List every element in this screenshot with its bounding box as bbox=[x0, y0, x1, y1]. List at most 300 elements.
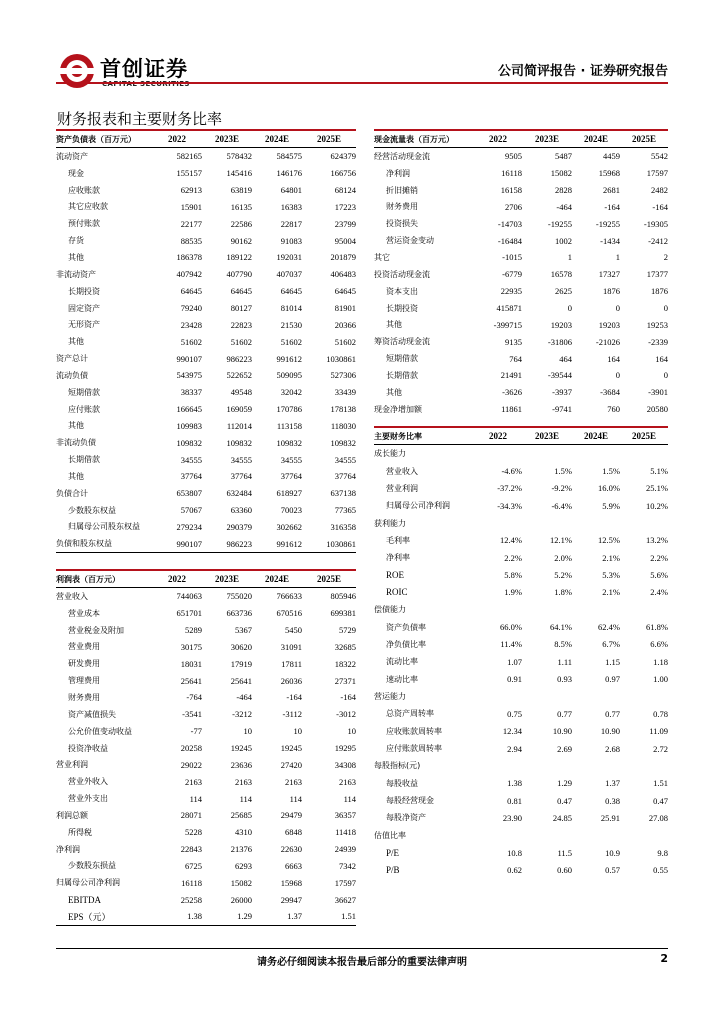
cell-value: 28071 bbox=[180, 810, 202, 821]
table-row bbox=[56, 300, 356, 317]
table-row bbox=[56, 723, 356, 740]
cell-value: 27.08 bbox=[648, 812, 668, 823]
table-row bbox=[56, 891, 356, 908]
table-row bbox=[56, 316, 356, 333]
table-row bbox=[374, 497, 668, 514]
cell-value: 27420 bbox=[280, 759, 302, 770]
cell-value: 0.47 bbox=[653, 795, 668, 806]
cell-value: -6.4% bbox=[551, 500, 572, 511]
row-label: 每股净资产 bbox=[386, 813, 426, 823]
cell-value: -3212 bbox=[232, 709, 252, 720]
cell-value: 407942 bbox=[176, 269, 202, 280]
cell-value: 10.90 bbox=[552, 726, 572, 737]
logo-text-en: CAPITAL SECURITIES bbox=[102, 80, 190, 88]
cell-value: 64.1% bbox=[550, 622, 572, 633]
cell-value: 25.91 bbox=[600, 812, 620, 823]
cell-value: -164 bbox=[652, 201, 668, 212]
cell-value: -399715 bbox=[493, 319, 522, 330]
table-row bbox=[374, 566, 668, 583]
cell-value: 302662 bbox=[276, 521, 302, 532]
cell-value: 114 bbox=[343, 793, 356, 804]
table-row bbox=[56, 519, 356, 536]
cell-value: 9505 bbox=[505, 151, 522, 162]
cell-value: 80127 bbox=[230, 303, 252, 314]
cell-value: 1.07 bbox=[507, 656, 522, 667]
table-row bbox=[374, 199, 668, 216]
income-statement-table bbox=[56, 569, 356, 926]
cell-value: 12.1% bbox=[550, 535, 572, 546]
row-label: 偿债能力 bbox=[374, 605, 406, 615]
table-row bbox=[374, 653, 668, 670]
table-row bbox=[56, 858, 356, 875]
table-row bbox=[56, 706, 356, 723]
table-row bbox=[374, 266, 668, 283]
cell-value: 91083 bbox=[280, 235, 302, 246]
cell-value: 19245 bbox=[280, 743, 302, 754]
row-label: 归属母公司股东权益 bbox=[68, 522, 140, 532]
cell-value: 66.0% bbox=[500, 622, 522, 633]
report-type: 公司简评报告 · 证券研究报告 bbox=[498, 64, 668, 79]
table-row bbox=[374, 636, 668, 653]
cell-value: 991612 bbox=[276, 538, 302, 549]
cell-value: 36627 bbox=[334, 894, 356, 905]
cell-value: 37764 bbox=[334, 471, 356, 482]
cell-value: 34308 bbox=[334, 759, 356, 770]
cell-value: 6293 bbox=[235, 860, 252, 871]
cell-value: 0.77 bbox=[605, 708, 620, 719]
cell-value: 1002 bbox=[555, 235, 572, 246]
row-label: 经营活动现金流 bbox=[374, 151, 430, 161]
row-label: P/B bbox=[386, 864, 400, 875]
table-row bbox=[56, 182, 356, 199]
row-label: 净利率 bbox=[386, 553, 410, 563]
table-title: 主要财务比率 bbox=[374, 431, 422, 441]
cell-value: 9.8 bbox=[657, 847, 668, 858]
table-row bbox=[374, 688, 668, 705]
table-row bbox=[374, 445, 668, 462]
cell-value: 2163 bbox=[235, 776, 252, 787]
row-label: 其他 bbox=[386, 320, 402, 330]
cell-value: 522652 bbox=[226, 370, 252, 381]
cell-value: 17223 bbox=[334, 201, 356, 212]
cell-value: 2625 bbox=[555, 286, 572, 297]
cell-value: -2339 bbox=[648, 336, 668, 347]
cell-value: 15968 bbox=[598, 168, 620, 179]
cell-value: -31806 bbox=[547, 336, 572, 347]
cell-value: 6725 bbox=[185, 860, 202, 871]
cell-value: 189122 bbox=[226, 252, 252, 263]
cell-value: 986223 bbox=[226, 538, 252, 549]
row-label: 营业收入 bbox=[56, 591, 88, 601]
row-label: 归属母公司净利润 bbox=[56, 878, 120, 888]
cell-value: 2706 bbox=[505, 201, 522, 212]
cell-value: 11861 bbox=[501, 404, 522, 415]
cell-value: 4459 bbox=[603, 151, 620, 162]
cell-value: 15901 bbox=[180, 201, 202, 212]
table-row bbox=[56, 908, 356, 925]
row-label: 其他 bbox=[386, 387, 402, 397]
cell-value: 21376 bbox=[230, 844, 252, 855]
row-label: 管理费用 bbox=[68, 676, 100, 686]
cell-value: 32685 bbox=[334, 641, 356, 652]
cell-value: 2.69 bbox=[557, 743, 572, 754]
cell-value: 1.18 bbox=[653, 656, 668, 667]
cell-value: 5542 bbox=[651, 151, 668, 162]
cell-value: -77 bbox=[190, 726, 202, 737]
cell-value: 5.1% bbox=[650, 466, 668, 477]
row-label: 其它应收款 bbox=[68, 202, 108, 212]
table-row bbox=[56, 605, 356, 622]
cell-value: 81901 bbox=[334, 303, 356, 314]
table-row bbox=[374, 757, 668, 774]
year-header: 2024E bbox=[583, 134, 608, 144]
cell-value: 21530 bbox=[280, 319, 302, 330]
cell-value: 5450 bbox=[285, 625, 302, 636]
table-header bbox=[374, 129, 668, 148]
cell-value: 22586 bbox=[230, 218, 252, 229]
cell-value: 27371 bbox=[334, 675, 356, 686]
cell-value: 0 bbox=[567, 303, 572, 314]
row-label: 财务费用 bbox=[386, 202, 418, 212]
year-header: 2024E bbox=[583, 431, 608, 441]
table-row bbox=[374, 844, 668, 861]
cell-value: 20366 bbox=[334, 319, 356, 330]
cell-value: 0.91 bbox=[507, 674, 522, 685]
section-title: 财务报表和主要财务比率 bbox=[57, 110, 223, 128]
cell-value: 0 bbox=[615, 370, 620, 381]
row-label: 负债和股东权益 bbox=[56, 539, 112, 549]
row-label: 其他 bbox=[68, 471, 84, 481]
table-row bbox=[56, 165, 356, 182]
cell-value: 10.90 bbox=[600, 726, 620, 737]
cell-value: 109983 bbox=[176, 420, 202, 431]
row-label: 非流动负债 bbox=[56, 438, 96, 448]
cell-value: 17327 bbox=[598, 269, 620, 280]
row-label: 获利能力 bbox=[374, 518, 406, 528]
cell-value: 201879 bbox=[330, 252, 356, 263]
cell-value: 22817 bbox=[280, 218, 302, 229]
cell-value: -3684 bbox=[600, 387, 620, 398]
row-label: 长期借款 bbox=[386, 370, 418, 380]
row-label: 长期投资 bbox=[386, 303, 418, 313]
cell-value: 170786 bbox=[276, 404, 302, 415]
year-header: 2025E bbox=[631, 431, 656, 441]
cell-value: 64801 bbox=[280, 185, 302, 196]
cell-value: 34555 bbox=[334, 454, 356, 465]
cell-value: 1876 bbox=[651, 286, 668, 297]
cell-value: 17919 bbox=[230, 658, 252, 669]
cell-value: 1876 bbox=[603, 286, 620, 297]
cell-value: 37764 bbox=[180, 471, 202, 482]
cell-value: 25641 bbox=[180, 675, 202, 686]
cell-value: -6779 bbox=[502, 269, 522, 280]
cell-value: 11.5 bbox=[557, 847, 572, 858]
cell-value: 23636 bbox=[230, 759, 252, 770]
table-row bbox=[374, 367, 668, 384]
row-label: 长期借款 bbox=[68, 455, 100, 465]
row-label: 营业外收入 bbox=[68, 777, 108, 787]
cell-value: 6663 bbox=[285, 860, 302, 871]
cell-value: -19255 bbox=[595, 218, 620, 229]
table-row bbox=[374, 165, 668, 182]
cell-value: 637138 bbox=[330, 488, 356, 499]
cell-value: 114 bbox=[189, 793, 202, 804]
row-label: 投资活动现金流 bbox=[374, 269, 430, 279]
row-label: 净利润 bbox=[56, 844, 80, 854]
cell-value: 663736 bbox=[226, 608, 252, 619]
table-row bbox=[56, 790, 356, 807]
cell-value: 25685 bbox=[230, 810, 252, 821]
cell-value: 22935 bbox=[500, 286, 522, 297]
cell-value: 986223 bbox=[226, 353, 252, 364]
cell-value: 2.0% bbox=[554, 552, 572, 563]
cell-value: 2482 bbox=[651, 185, 668, 196]
table-row bbox=[56, 266, 356, 283]
cell-value: 57067 bbox=[180, 505, 202, 516]
cell-value: 19245 bbox=[230, 743, 252, 754]
row-label: 营业费用 bbox=[68, 642, 100, 652]
cell-value: -9741 bbox=[552, 404, 572, 415]
cell-value: 0.38 bbox=[605, 795, 620, 806]
cell-value: 1.00 bbox=[653, 674, 668, 685]
cell-value: 16135 bbox=[230, 201, 252, 212]
cell-value: 7342 bbox=[339, 860, 356, 871]
financial-ratios-table bbox=[374, 426, 668, 879]
table-row bbox=[56, 283, 356, 300]
cell-value: 29947 bbox=[280, 894, 302, 905]
year-header: 2024E bbox=[264, 574, 289, 584]
cell-value: -37.2% bbox=[497, 483, 522, 494]
row-label: 净负债比率 bbox=[386, 639, 426, 649]
cell-value: 5.2% bbox=[554, 570, 572, 581]
cell-value: 34555 bbox=[280, 454, 302, 465]
row-label: 研发费用 bbox=[68, 659, 100, 669]
cell-value: 755020 bbox=[226, 591, 252, 602]
cell-value: 186378 bbox=[176, 252, 202, 263]
table-row bbox=[56, 874, 356, 891]
row-label: ROE bbox=[386, 570, 404, 581]
row-label: 短期借款 bbox=[386, 354, 418, 364]
cell-value: 1.38 bbox=[187, 911, 202, 922]
table-row bbox=[374, 740, 668, 757]
cell-value: 15082 bbox=[230, 877, 252, 888]
cell-value: 178138 bbox=[330, 404, 356, 415]
row-label: 流动资产 bbox=[56, 151, 88, 161]
cell-value: 2828 bbox=[555, 185, 572, 196]
cell-value: 1.9% bbox=[504, 587, 522, 598]
table-row bbox=[56, 451, 356, 468]
cell-value: 1.51 bbox=[653, 778, 668, 789]
table-row bbox=[56, 689, 356, 706]
cell-value: 20258 bbox=[180, 743, 202, 754]
cell-value: 5.9% bbox=[602, 500, 620, 511]
row-label: 流动负债 bbox=[56, 370, 88, 380]
cell-value: 2.1% bbox=[602, 587, 620, 598]
row-label: 负债合计 bbox=[56, 488, 88, 498]
cell-value: 2163 bbox=[285, 776, 302, 787]
cell-value: 407037 bbox=[276, 269, 302, 280]
cell-value: 23799 bbox=[334, 218, 356, 229]
cell-value: 32042 bbox=[280, 387, 302, 398]
cell-value: 0 bbox=[663, 303, 668, 314]
table-row bbox=[374, 232, 668, 249]
cell-value: 990107 bbox=[176, 538, 202, 549]
row-label: 投资净收益 bbox=[68, 743, 108, 753]
cell-value: 62.4% bbox=[598, 622, 620, 633]
table-row bbox=[374, 215, 668, 232]
cell-value: 29479 bbox=[280, 810, 302, 821]
cell-value: 33439 bbox=[334, 387, 356, 398]
cell-value: 169059 bbox=[226, 404, 252, 415]
table-row bbox=[56, 588, 356, 605]
cell-value: 5487 bbox=[555, 151, 572, 162]
cell-value: 6.6% bbox=[650, 639, 668, 650]
cell-value: 316358 bbox=[330, 521, 356, 532]
row-label: 速动比率 bbox=[386, 674, 418, 684]
table-header bbox=[374, 426, 668, 445]
row-label: EBITDA bbox=[68, 894, 101, 905]
row-label: 营业税金及附加 bbox=[68, 625, 124, 635]
cell-value: 5289 bbox=[185, 625, 202, 636]
cell-value: 16118 bbox=[501, 168, 522, 179]
cell-value: 415871 bbox=[496, 303, 522, 314]
cell-value: 0.55 bbox=[653, 864, 668, 875]
cell-value: 62913 bbox=[180, 185, 202, 196]
cell-value: -464 bbox=[236, 692, 252, 703]
cell-value: 5.6% bbox=[650, 570, 668, 581]
cell-value: 991612 bbox=[276, 353, 302, 364]
cell-value: 51602 bbox=[334, 336, 356, 347]
table-row bbox=[374, 618, 668, 635]
row-label: ROIC bbox=[386, 587, 408, 598]
row-label: 资产减值损失 bbox=[68, 709, 116, 719]
cell-value: 19203 bbox=[550, 319, 572, 330]
cell-value: 25641 bbox=[230, 675, 252, 686]
cell-value: 1.37 bbox=[287, 911, 302, 922]
cell-value: 25258 bbox=[180, 894, 202, 905]
table-row bbox=[56, 485, 356, 502]
table-row bbox=[56, 655, 356, 672]
table-row bbox=[56, 773, 356, 790]
cell-value: 2163 bbox=[185, 776, 202, 787]
row-label: 存货 bbox=[68, 236, 84, 246]
row-label: 应收账款 bbox=[68, 185, 100, 195]
cell-value: 26000 bbox=[230, 894, 252, 905]
cell-value: 744063 bbox=[176, 591, 202, 602]
cell-value: 17597 bbox=[646, 168, 668, 179]
cell-value: 0.47 bbox=[557, 795, 572, 806]
cell-value: 19253 bbox=[646, 319, 668, 330]
table-row bbox=[56, 333, 356, 350]
year-header: 2025E bbox=[316, 574, 341, 584]
cell-value: 1.29 bbox=[237, 911, 252, 922]
cell-value: -19255 bbox=[547, 218, 572, 229]
cell-value: 13.2% bbox=[646, 535, 668, 546]
cell-value: 0.77 bbox=[557, 708, 572, 719]
cell-value: -39544 bbox=[547, 370, 572, 381]
row-label: 预付账款 bbox=[68, 219, 100, 229]
cell-value: 51602 bbox=[180, 336, 202, 347]
table-row bbox=[56, 148, 356, 165]
cell-value: 20580 bbox=[646, 404, 668, 415]
year-header: 2022 bbox=[168, 134, 186, 144]
cell-value: -164 bbox=[286, 692, 302, 703]
table-header bbox=[56, 129, 356, 148]
cell-value: 31091 bbox=[280, 641, 302, 652]
table-row bbox=[374, 809, 668, 826]
cell-value: 19295 bbox=[334, 743, 356, 754]
cell-value: -3901 bbox=[648, 387, 668, 398]
table-row bbox=[56, 535, 356, 552]
cell-value: 699381 bbox=[330, 608, 356, 619]
footer-divider bbox=[56, 948, 668, 949]
cell-value: 192031 bbox=[276, 252, 302, 263]
cell-value: 1.38 bbox=[507, 778, 522, 789]
table-row bbox=[56, 232, 356, 249]
cell-value: 527306 bbox=[330, 370, 356, 381]
row-label: 每股指标(元) bbox=[374, 761, 421, 771]
cell-value: 2.2% bbox=[504, 552, 522, 563]
cell-value: 30620 bbox=[230, 641, 252, 652]
cell-value: 109832 bbox=[330, 437, 356, 448]
year-header: 2024E bbox=[264, 134, 289, 144]
cell-value: -1434 bbox=[600, 235, 620, 246]
cell-value: 2.4% bbox=[650, 587, 668, 598]
cell-value: 2.1% bbox=[602, 552, 620, 563]
cell-value: 0.60 bbox=[557, 864, 572, 875]
cell-value: 23428 bbox=[180, 319, 202, 330]
cell-value: 1.29 bbox=[557, 778, 572, 789]
row-label: 其它 bbox=[374, 252, 390, 262]
cell-value: 88535 bbox=[180, 235, 202, 246]
cell-value: 764 bbox=[509, 353, 522, 364]
cell-value: 6848 bbox=[285, 827, 302, 838]
cell-value: 9135 bbox=[505, 336, 522, 347]
table-row bbox=[56, 807, 356, 824]
row-label: EPS（元） bbox=[68, 911, 111, 922]
cell-value: 16118 bbox=[181, 877, 202, 888]
cell-value: -9.2% bbox=[551, 483, 572, 494]
cell-value: 77365 bbox=[334, 505, 356, 516]
cell-value: 2.94 bbox=[507, 743, 522, 754]
cell-value: -14703 bbox=[497, 218, 522, 229]
cell-value: -2412 bbox=[648, 235, 668, 246]
cell-value: 290379 bbox=[226, 521, 252, 532]
row-label: 营运资金变动 bbox=[386, 236, 434, 246]
table-row bbox=[374, 514, 668, 531]
table-row bbox=[374, 827, 668, 844]
row-label: 归属母公司净利润 bbox=[386, 501, 450, 511]
cell-value: 618927 bbox=[276, 488, 302, 499]
cell-value: 509095 bbox=[276, 370, 302, 381]
cell-value: 95004 bbox=[334, 235, 356, 246]
table-row bbox=[56, 249, 356, 266]
logo-text-cn: 首创证券 bbox=[100, 57, 188, 81]
cell-value: 37764 bbox=[230, 471, 252, 482]
table-row bbox=[56, 622, 356, 639]
year-header: 2023E bbox=[534, 431, 559, 441]
cell-value: -19305 bbox=[643, 218, 668, 229]
cell-value: 16.0% bbox=[598, 483, 620, 494]
cell-value: -3112 bbox=[282, 709, 302, 720]
cell-value: 0.81 bbox=[507, 795, 522, 806]
row-label: 每股收益 bbox=[386, 778, 418, 788]
table-row bbox=[374, 283, 668, 300]
cell-value: 0.78 bbox=[653, 708, 668, 719]
cell-value: 5.8% bbox=[504, 570, 522, 581]
cell-value: 584575 bbox=[276, 151, 302, 162]
cell-value: 114 bbox=[239, 793, 252, 804]
